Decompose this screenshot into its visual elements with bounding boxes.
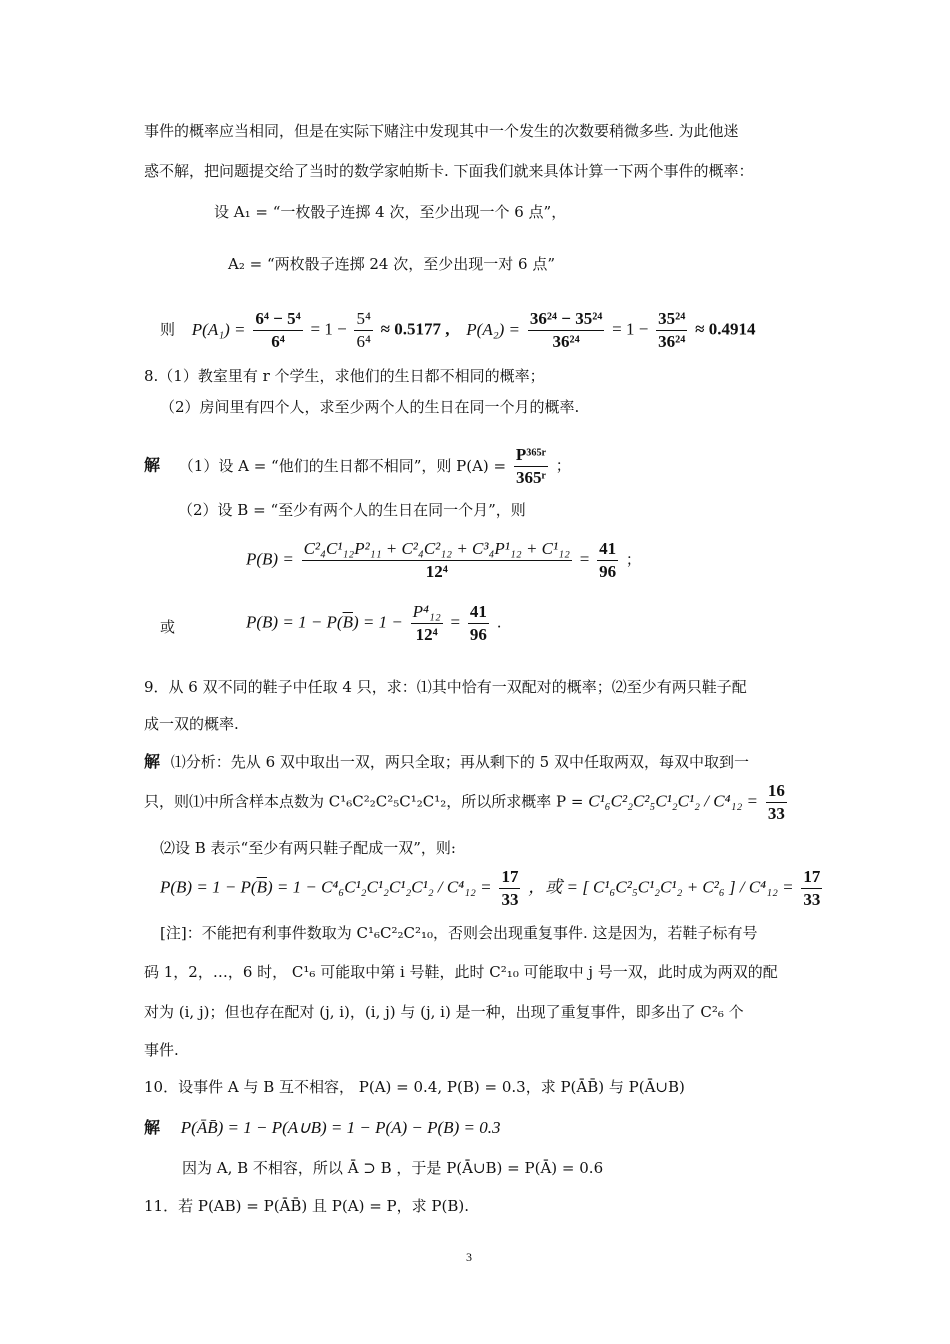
pa2-denominator: 36²⁴ [552,332,580,351]
pa2-lhs: P(A₂) = [466,319,521,339]
solution-9-line-3: ⑵设 B 表示“至少有两只鞋子配成一双”，则: [160,839,456,857]
solution-8-part-1 [144,446,571,487]
pb2-numerator: P⁴₁₂ [411,603,443,624]
note-line-3: 对为 (i, j)；但也存在配对 (j, i)，(i, j) 与 (j, i) 是一种，出现了重复事件，即多出了 C²₆ 个 [144,1003,744,1021]
probability-formula-row [160,310,755,351]
pb2-mid: ) = 1 − [352,612,403,632]
s8-1-text: （1）设 A = “他们的生日都不相同”，则 P(A) = [178,456,507,475]
paragraph-line-2: 惑不解，把问题提交给了当时的数学家帕斯卡. 下面我们就来具体计算一下两个事件的概率： [144,162,754,180]
pb2-end: . [496,613,502,632]
pa1-numerator: 6⁴ − 5⁴ [253,310,302,331]
s9-4-fraction [499,868,520,909]
s9-4-or: ，或 = [ C¹₆C²₅C¹₂C¹₂ + C²₆ ] / C⁴₁₂ = [528,877,794,897]
pa2-denominator-2: 36²⁴ [658,332,686,351]
pa1-lhs: P(A₁) = [191,319,246,339]
question-9-line-2: 成一双的概率. [144,715,239,733]
pb-result-numerator: 41 [597,540,618,561]
pb2-bar: $\overline{B}$ [342,612,353,632]
pb2-fraction [411,603,443,644]
pb2-result-fraction [468,603,489,644]
jie-label-10: 解 [144,1118,161,1137]
note-line-1: [注]：不能把有利事件数取为 C¹₆C²₂C²₁₀，否则会出现重复事件. 这是因为，若鞋子标有号 [160,924,758,942]
ze-label: 则 [160,320,176,339]
pa1-mid: = 1 − [310,319,347,339]
note-line-2: 码 1，2，…，6 时， C¹₆ 可能取中第 i 号鞋，此时 C²₁₀ 可能取中 j 号一双，此时成为两双的配 [144,963,778,981]
pa2-fraction-2 [656,310,687,351]
solution-10-line-1 [144,1118,500,1138]
pb-denominator: 12⁴ [425,562,448,581]
pa1-denominator-2: 6⁴ [356,332,371,351]
s9-1-text: ⑴分析：先从 6 双中取出一双，两只全取；再从剩下的 5 双中任取两双，每双中取到一 [170,753,749,771]
s8-1-fraction [514,446,548,487]
pa1-numerator-2: 5⁴ [354,310,372,331]
jie-label: 解 [144,455,161,475]
pb-alt-formula [246,603,501,644]
s9-2-numerator: 16 [766,782,787,803]
pb-lhs: P(B) = [246,549,294,569]
page-number: 3 [466,1250,472,1264]
question-8-part-2: （2）房间里有四个人，求至少两个人的生日在同一个月的概率. [160,398,580,416]
question-10: 10．设事件 A 与 B 互不相容， P(A) = 0.4, P(B) = 0.3，求 P(ĀB̄) 与 P(Ā∪B) [144,1078,685,1096]
s9-4-denominator: 33 [501,890,519,909]
s8-1-numerator: P³⁶⁵ʳ [514,446,548,467]
pa1-fraction [253,310,302,351]
pb2-result-denominator: 96 [469,625,487,644]
pb-result-denominator: 96 [599,562,617,581]
pa2-value: ≈ 0.4914 [695,319,756,339]
pa1-fraction-2 [354,310,372,351]
solution-10-line-2: 因为 A, B 不相容，所以 Ā ⊃ B ，于是 P(Ā∪B) = P(Ā) = 0.6 [182,1159,604,1177]
pb2-denominator: 12⁴ [415,625,438,644]
s9-4-fraction-2 [801,868,822,909]
pb-eq: = [579,549,590,569]
solution-8-part-2: （2）设 B = “至少有两个人的生日在同一个月”，则 [178,501,526,519]
solution-9-line-1 [144,752,749,772]
question-11: 11．若 P(AB) = P(ĀB̄) 且 P(A) = P，求 P(B). [144,1197,469,1215]
s9-4-denominator-2: 33 [803,890,821,909]
huo-label: 或 [160,618,176,636]
pa1-denominator: 6⁴ [271,332,285,351]
pb-fraction [302,540,572,581]
pb-result-fraction [597,540,618,581]
pa2-fraction [528,310,605,351]
event-a1-definition: 设 A₁ = “一枚骰子连掷 4 次，至少出现一个 6 点”， [214,203,567,221]
solution-9-line-4 [160,868,825,909]
jie-label-9: 解 [144,752,161,771]
s8-1-end: ； [555,456,571,475]
s9-2-expr: C¹₆C²₂C²₅C¹₂C¹₂ / C⁴₁₂ = [588,791,759,811]
s9-4-mid: ) = 1 − C⁴₆C¹₂C¹₂C¹₂C¹₂ / C⁴₁₂ = [266,877,492,897]
s9-2-denominator: 33 [767,804,785,823]
pb2-eq: = [450,612,461,632]
pb2-lhs: P(B) = 1 − P( [246,612,343,632]
paragraph-line-1: 事件的概率应当相同，但是在实际下赌注中发现其中一个发生的次数要稍微多些. 为此他迷 [144,122,739,140]
event-a2-definition: A₂ = “两枚骰子连掷 24 次，至少出现一对 6 点” [228,255,555,273]
pa2-numerator: 36²⁴ − 35²⁴ [528,310,605,331]
s9-4-numerator-2: 17 [801,868,822,889]
s8-1-denominator: 365ʳ [515,468,546,487]
question-8-part-1: 8.（1）教室里有 r 个学生，求他们的生日都不相同的概率； [144,367,545,385]
pa1-value: ≈ 0.5177 , [380,319,450,339]
pa2-numerator-2: 35²⁴ [656,310,687,331]
s9-4-numerator: 17 [499,868,520,889]
s10-1-formula: P(ĀB̄) = 1 − P(A∪B) = 1 − P(A) − P(B) = 0.3 [180,1118,501,1137]
note-line-4: 事件. [144,1041,179,1059]
pa2-mid: = 1 − [612,319,649,339]
pb2-result-numerator: 41 [468,603,489,624]
s9-4-lhs: P(B) = 1 − P( [160,877,257,897]
pb-formula [246,540,641,581]
s9-4-bar: $\overline{B}$ [256,877,267,897]
s9-2-text: 只，则⑴中所含样本点数为 C¹₆C²₂C²₅C¹₂C¹₂，所以所求概率 P = [144,792,584,811]
solution-9-line-2 [144,782,790,823]
question-9-line-1: 9．从 6 双不同的鞋子中任取 4 只，求：⑴其中恰有一双配对的概率；⑵至少有两只鞋子配 [144,678,747,696]
pb-numerator: C²₄C¹₁₂P²₁₁ + C²₄C²₁₂ + C³₄P¹₁₂ + C¹₁₂ [302,540,572,561]
s9-2-fraction [766,782,787,823]
pb-end: ； [625,550,641,569]
